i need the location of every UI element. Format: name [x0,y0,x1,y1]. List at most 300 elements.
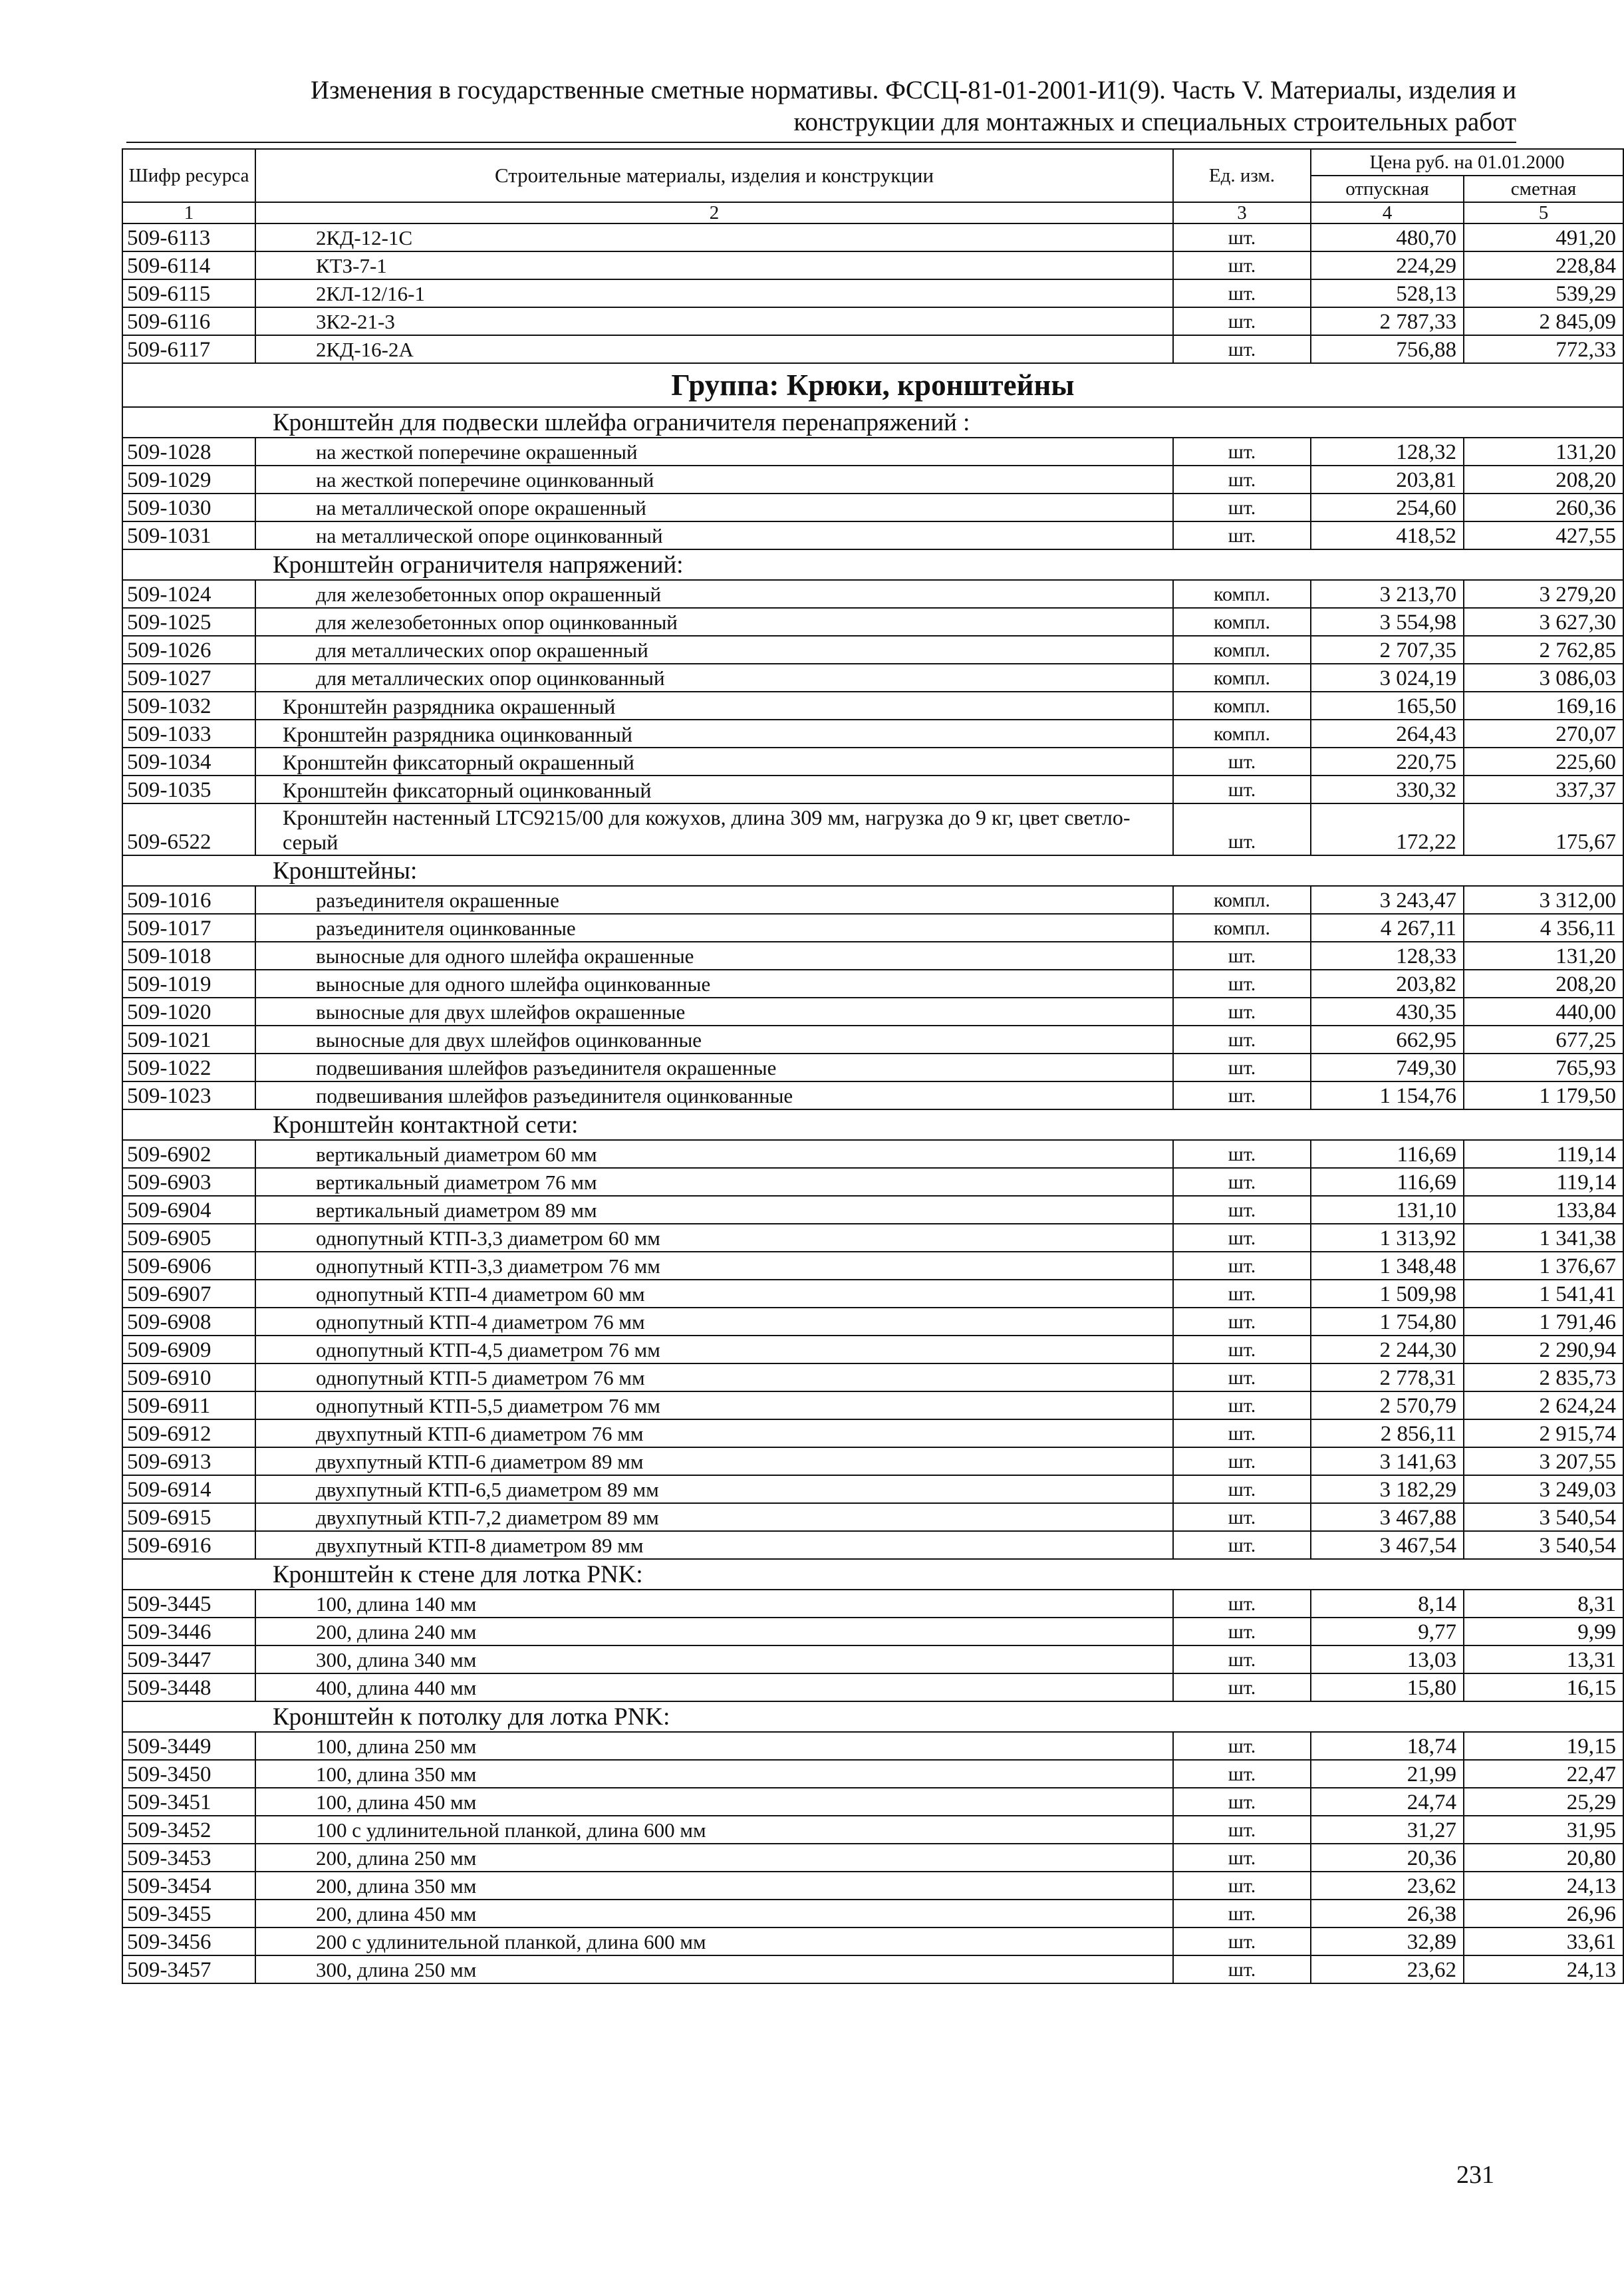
table-row [122,466,1623,494]
estimate-price: 3 207,55 [1464,1447,1623,1475]
release-price: 9,77 [1311,1618,1464,1645]
unit-of-measure: шт. [1173,251,1311,279]
table-row [122,223,1623,251]
unit-of-measure: шт. [1173,1308,1311,1336]
material-name: вертикальный диаметром 76 мм [255,1168,1173,1196]
unit-of-measure: шт. [1173,803,1311,855]
column-number: 3 [1173,202,1311,223]
table-row [122,251,1623,279]
page-number: 231 [1456,2161,1494,2189]
resource-code: 509-1029 [122,466,255,494]
unit-of-measure: шт. [1173,776,1311,803]
table-row [122,998,1623,1026]
material-name: 200, длина 450 мм [255,1900,1173,1927]
material-name: 200, длина 250 мм [255,1844,1173,1872]
release-price: 480,70 [1311,223,1464,251]
estimate-price: 131,20 [1464,942,1623,970]
unit-of-measure: шт. [1173,1140,1311,1168]
estimate-price: 25,29 [1464,1788,1623,1816]
material-name: на жесткой поперечине оцинкованный [255,466,1173,494]
unit-of-measure: шт. [1173,1590,1311,1618]
estimate-price: 1 791,46 [1464,1308,1623,1336]
material-name: 3К2-21-3 [255,307,1173,335]
table-row [122,692,1623,720]
resource-code: 509-3450 [122,1760,255,1788]
resource-code: 509-6911 [122,1391,255,1419]
table-row [122,335,1623,363]
resource-code: 509-6115 [122,279,255,307]
unit-of-measure: шт. [1173,1252,1311,1280]
table-row [122,494,1623,521]
resource-code: 509-6905 [122,1224,255,1252]
material-name: однопутный КТП-3,3 диаметром 76 мм [255,1252,1173,1280]
unit-of-measure: компл. [1173,664,1311,692]
unit-of-measure: шт. [1173,1788,1311,1816]
estimate-price: 208,20 [1464,970,1623,998]
unit-of-measure: шт. [1173,223,1311,251]
estimate-price: 491,20 [1464,223,1623,251]
estimate-price: 3 086,03 [1464,664,1623,692]
release-price: 2 707,35 [1311,636,1464,664]
material-name: для металлических опор оцинкованный [255,664,1173,692]
table-row [122,1140,1623,1168]
release-price: 31,27 [1311,1816,1464,1844]
estimate-price: 24,13 [1464,1955,1623,1983]
column-number: 5 [1464,202,1623,223]
resource-code: 509-6909 [122,1336,255,1363]
header-code: Шифр ресурса [122,149,255,202]
release-price: 3 467,54 [1311,1531,1464,1559]
release-price: 3 213,70 [1311,580,1464,608]
column-number: 4 [1311,202,1464,223]
material-name: 100, длина 250 мм [255,1732,1173,1760]
release-price: 662,95 [1311,1026,1464,1054]
unit-of-measure: шт. [1173,521,1311,549]
unit-of-measure: компл. [1173,580,1311,608]
material-name: 100, длина 450 мм [255,1788,1173,1816]
unit-of-measure: компл. [1173,636,1311,664]
estimate-price: 427,55 [1464,521,1623,549]
resource-code: 509-6907 [122,1280,255,1308]
unit-of-measure: шт. [1173,1168,1311,1196]
price-table [122,148,1624,1984]
release-price: 2 778,31 [1311,1363,1464,1391]
release-price: 220,75 [1311,748,1464,776]
unit-of-measure: компл. [1173,886,1311,914]
table-row [122,1363,1623,1391]
material-name: двухпутный КТП-6 диаметром 76 мм [255,1419,1173,1447]
table-row [122,1590,1623,1618]
estimate-price: 228,84 [1464,251,1623,279]
release-price: 203,81 [1311,466,1464,494]
header-unit: Ед. изм. [1173,149,1311,202]
estimate-price: 225,60 [1464,748,1623,776]
unit-of-measure: шт. [1173,1531,1311,1559]
estimate-price: 1 541,41 [1464,1280,1623,1308]
estimate-price: 20,80 [1464,1844,1623,1872]
table-row [122,279,1623,307]
material-name: однопутный КТП-5,5 диаметром 76 мм [255,1391,1173,1419]
resource-code: 509-1018 [122,942,255,970]
estimate-price: 440,00 [1464,998,1623,1026]
table-row [122,1447,1623,1475]
estimate-price: 3 249,03 [1464,1475,1623,1503]
release-price: 3 554,98 [1311,608,1464,636]
resource-code: 509-6910 [122,1363,255,1391]
table-body [122,149,1623,1983]
resource-code: 509-6916 [122,1531,255,1559]
group-heading-row [122,363,1623,407]
unit-of-measure: шт. [1173,942,1311,970]
resource-code: 509-1019 [122,970,255,998]
material-name: 2КЛ-12/16-1 [255,279,1173,307]
material-name: двухпутный КТП-6 диаметром 89 мм [255,1447,1173,1475]
table-row [122,1816,1623,1844]
release-price: 1 313,92 [1311,1224,1464,1252]
estimate-price: 2 762,85 [1464,636,1623,664]
resource-code: 509-3453 [122,1844,255,1872]
release-price: 24,74 [1311,1788,1464,1816]
resource-code: 509-1017 [122,914,255,942]
unit-of-measure: шт. [1173,1955,1311,1983]
unit-of-measure: шт. [1173,307,1311,335]
estimate-price: 2 915,74 [1464,1419,1623,1447]
unit-of-measure: шт. [1173,1927,1311,1955]
estimate-price: 539,29 [1464,279,1623,307]
resource-code: 509-6113 [122,223,255,251]
resource-code: 509-3454 [122,1872,255,1900]
resource-code: 509-1026 [122,636,255,664]
page-header [120,74,1516,138]
estimate-price: 1 179,50 [1464,1081,1623,1109]
unit-of-measure: шт. [1173,1391,1311,1419]
estimate-price: 270,07 [1464,720,1623,748]
table-row [122,1168,1623,1196]
table-row [122,970,1623,998]
table-row [122,636,1623,664]
release-price: 116,69 [1311,1168,1464,1196]
material-name: Кронштейн разрядника окрашенный [255,692,1173,720]
material-name: однопутный КТП-5 диаметром 76 мм [255,1363,1173,1391]
material-name: двухпутный КТП-6,5 диаметром 89 мм [255,1475,1173,1503]
unit-of-measure: шт. [1173,1447,1311,1475]
release-price: 18,74 [1311,1732,1464,1760]
header-line-1: Изменения в государственные сметные нормативы. ФССЦ-81-01-2001-И1(9). Часть V. Материалы, изделия и [310,76,1516,104]
release-price: 32,89 [1311,1927,1464,1955]
estimate-price: 772,33 [1464,335,1623,363]
estimate-price: 2 845,09 [1464,307,1623,335]
table-row [122,1503,1623,1531]
material-name: двухпутный КТП-7,2 диаметром 89 мм [255,1503,1173,1531]
unit-of-measure: шт. [1173,494,1311,521]
unit-of-measure: шт. [1173,1760,1311,1788]
unit-of-measure: шт. [1173,1054,1311,1081]
unit-of-measure: шт. [1173,1196,1311,1224]
resource-code: 509-1033 [122,720,255,748]
material-name: для железобетонных опор оцинкованный [255,608,1173,636]
subgroup-heading-row [122,1701,1623,1732]
resource-code: 509-6912 [122,1419,255,1447]
resource-code: 509-6116 [122,307,255,335]
estimate-price: 3 627,30 [1464,608,1623,636]
material-name: разъединителя оцинкованные [255,914,1173,942]
resource-code: 509-6906 [122,1252,255,1280]
material-name: 100, длина 140 мм [255,1590,1173,1618]
subgroup-heading-row [122,407,1623,438]
header-line-2: конструкции для монтажных и специальных строительных работ [793,108,1516,136]
resource-code: 509-3449 [122,1732,255,1760]
unit-of-measure: шт. [1173,1026,1311,1054]
table-row [122,438,1623,466]
resource-code: 509-1021 [122,1026,255,1054]
release-price: 3 243,47 [1311,886,1464,914]
estimate-price: 4 356,11 [1464,914,1623,942]
table-row [122,1788,1623,1816]
unit-of-measure: компл. [1173,914,1311,942]
unit-of-measure: шт. [1173,1475,1311,1503]
table-row [122,886,1623,914]
resource-code: 509-1023 [122,1081,255,1109]
unit-of-measure: шт. [1173,335,1311,363]
column-number: 2 [255,202,1173,223]
estimate-price: 2 290,94 [1464,1336,1623,1363]
table-row [122,720,1623,748]
estimate-price: 131,20 [1464,438,1623,466]
header-row-1 [122,149,1623,176]
release-price: 165,50 [1311,692,1464,720]
unit-of-measure: шт. [1173,1280,1311,1308]
table-row [122,1673,1623,1701]
table-row [122,1955,1623,1983]
release-price: 21,99 [1311,1760,1464,1788]
release-price: 2 570,79 [1311,1391,1464,1419]
resource-code: 509-6117 [122,335,255,363]
resource-code: 509-6915 [122,1503,255,1531]
estimate-price: 26,96 [1464,1900,1623,1927]
table-row [122,942,1623,970]
unit-of-measure: шт. [1173,1081,1311,1109]
estimate-price: 13,31 [1464,1645,1623,1673]
table-row [122,1475,1623,1503]
table-row [122,1618,1623,1645]
release-price: 116,69 [1311,1140,1464,1168]
unit-of-measure: шт. [1173,1363,1311,1391]
table-row [122,776,1623,803]
release-price: 1 348,48 [1311,1252,1464,1280]
material-name: вертикальный диаметром 60 мм [255,1140,1173,1168]
material-name: на металлической опоре оцинкованный [255,521,1173,549]
estimate-price: 3 540,54 [1464,1503,1623,1531]
table-row [122,748,1623,776]
resource-code: 509-6908 [122,1308,255,1336]
material-name: 100 с удлинительной планкой, длина 600 мм [255,1816,1173,1844]
estimate-price: 2 835,73 [1464,1363,1623,1391]
release-price: 264,43 [1311,720,1464,748]
release-price: 3 182,29 [1311,1475,1464,1503]
resource-code: 509-1016 [122,886,255,914]
estimate-price: 119,14 [1464,1140,1623,1168]
release-price: 203,82 [1311,970,1464,998]
header-estimate: сметная [1464,176,1623,202]
resource-code: 509-1027 [122,664,255,692]
estimate-price: 169,16 [1464,692,1623,720]
estimate-price: 24,13 [1464,1872,1623,1900]
release-price: 2 244,30 [1311,1336,1464,1363]
release-price: 23,62 [1311,1955,1464,1983]
resource-code: 509-3445 [122,1590,255,1618]
release-price: 528,13 [1311,279,1464,307]
resource-code: 509-1020 [122,998,255,1026]
estimate-price: 765,93 [1464,1054,1623,1081]
resource-code: 509-1025 [122,608,255,636]
resource-code: 509-6902 [122,1140,255,1168]
material-name: 200 с удлинительной планкой, длина 600 мм [255,1927,1173,1955]
release-price: 23,62 [1311,1872,1464,1900]
material-name: Кронштейн фиксаторный оцинкованный [255,776,1173,803]
release-price: 418,52 [1311,521,1464,549]
release-price: 128,33 [1311,942,1464,970]
table-row [122,1308,1623,1336]
estimate-price: 8,31 [1464,1590,1623,1618]
release-price: 128,32 [1311,438,1464,466]
resource-code: 509-3447 [122,1645,255,1673]
release-price: 224,29 [1311,251,1464,279]
table-row [122,1927,1623,1955]
subgroup-heading-row [122,1109,1623,1140]
release-price: 330,32 [1311,776,1464,803]
release-price: 3 467,88 [1311,1503,1464,1531]
material-name: выносные для одного шлейфа оцинкованные [255,970,1173,998]
table-row [122,580,1623,608]
unit-of-measure: шт. [1173,748,1311,776]
release-price: 13,03 [1311,1645,1464,1673]
resource-code: 509-3448 [122,1673,255,1701]
resource-code: 509-1028 [122,438,255,466]
estimate-price: 3 279,20 [1464,580,1623,608]
material-name: 100, длина 350 мм [255,1760,1173,1788]
table-row [122,664,1623,692]
release-price: 749,30 [1311,1054,1464,1081]
material-name: вертикальный диаметром 89 мм [255,1196,1173,1224]
unit-of-measure: шт. [1173,279,1311,307]
table-row [122,1531,1623,1559]
release-price: 172,22 [1311,803,1464,855]
material-name: на металлической опоре окрашенный [255,494,1173,521]
table-row [122,1026,1623,1054]
unit-of-measure: шт. [1173,1872,1311,1900]
estimate-price: 22,47 [1464,1760,1623,1788]
material-name: Кронштейн настенный LTC9215/00 для кожухов, длина 309 мм, нагрузка до 9 кг, цвет светло-серый [255,803,1173,855]
estimate-price: 16,15 [1464,1673,1623,1701]
unit-of-measure: шт. [1173,1419,1311,1447]
material-name: 2КД-12-1С [255,223,1173,251]
resource-code: 509-1034 [122,748,255,776]
table-row [122,914,1623,942]
header-price: Цена руб. на 01.01.2000 [1311,149,1623,176]
estimate-price: 33,61 [1464,1927,1623,1955]
unit-of-measure: компл. [1173,608,1311,636]
table-row [122,1224,1623,1252]
release-price: 1 509,98 [1311,1280,1464,1308]
material-name: для металлических опор окрашенный [255,636,1173,664]
release-price: 1 754,80 [1311,1308,1464,1336]
unit-of-measure: шт. [1173,1844,1311,1872]
material-name: однопутный КТП-4 диаметром 60 мм [255,1280,1173,1308]
estimate-price: 119,14 [1464,1168,1623,1196]
subgroup-heading: Кронштейн контактной сети: [122,1109,1623,1140]
estimate-price: 3 540,54 [1464,1531,1623,1559]
table-row [122,1280,1623,1308]
material-name: 300, длина 340 мм [255,1645,1173,1673]
estimate-price: 1 376,67 [1464,1252,1623,1280]
release-price: 15,80 [1311,1673,1464,1701]
unit-of-measure: шт. [1173,1336,1311,1363]
resource-code: 509-1032 [122,692,255,720]
resource-code: 509-3455 [122,1900,255,1927]
material-name: выносные для двух шлейфов оцинкованные [255,1026,1173,1054]
table-row [122,1900,1623,1927]
material-name: однопутный КТП-4,5 диаметром 76 мм [255,1336,1173,1363]
release-price: 3 024,19 [1311,664,1464,692]
release-price: 756,88 [1311,335,1464,363]
resource-code: 509-1031 [122,521,255,549]
table-row [122,1419,1623,1447]
estimate-price: 260,36 [1464,494,1623,521]
unit-of-measure: шт. [1173,438,1311,466]
material-name: двухпутный КТП-8 диаметром 89 мм [255,1531,1173,1559]
material-name: 200, длина 240 мм [255,1618,1173,1645]
material-name: для железобетонных опор окрашенный [255,580,1173,608]
resource-code: 509-6914 [122,1475,255,1503]
release-price: 4 267,11 [1311,914,1464,942]
resource-code: 509-1030 [122,494,255,521]
material-name: однопутный КТП-3,3 диаметром 60 мм [255,1224,1173,1252]
estimate-price: 175,67 [1464,803,1623,855]
material-name: 200, длина 350 мм [255,1872,1173,1900]
table-row [122,1645,1623,1673]
material-name: 2КД-16-2А [255,335,1173,363]
table-row [122,307,1623,335]
release-price: 430,35 [1311,998,1464,1026]
material-name: Кронштейн фиксаторный окрашенный [255,748,1173,776]
unit-of-measure: шт. [1173,1732,1311,1760]
material-name: Кронштейн разрядника оцинкованный [255,720,1173,748]
release-price: 20,36 [1311,1844,1464,1872]
material-name: 300, длина 250 мм [255,1955,1173,1983]
subgroup-heading: Кронштейн к потолку для лотка PNK: [122,1701,1623,1732]
resource-code: 509-6114 [122,251,255,279]
resource-code: 509-3446 [122,1618,255,1645]
table-row [122,803,1623,855]
material-name: КТЗ-7-1 [255,251,1173,279]
table-row [122,521,1623,549]
material-name: выносные для двух шлейфов окрашенные [255,998,1173,1026]
unit-of-measure: шт. [1173,1816,1311,1844]
estimate-price: 133,84 [1464,1196,1623,1224]
release-price: 26,38 [1311,1900,1464,1927]
column-number: 1 [122,202,255,223]
unit-of-measure: шт. [1173,1673,1311,1701]
material-name: на жесткой поперечине окрашенный [255,438,1173,466]
resource-code: 509-1022 [122,1054,255,1081]
unit-of-measure: шт. [1173,466,1311,494]
unit-of-measure: компл. [1173,720,1311,748]
header-rule [126,142,1516,143]
material-name: разъединителя окрашенные [255,886,1173,914]
subgroup-heading: Кронштейн к стене для лотка PNK: [122,1559,1623,1590]
material-name: 400, длина 440 мм [255,1673,1173,1701]
estimate-price: 2 624,24 [1464,1391,1623,1419]
